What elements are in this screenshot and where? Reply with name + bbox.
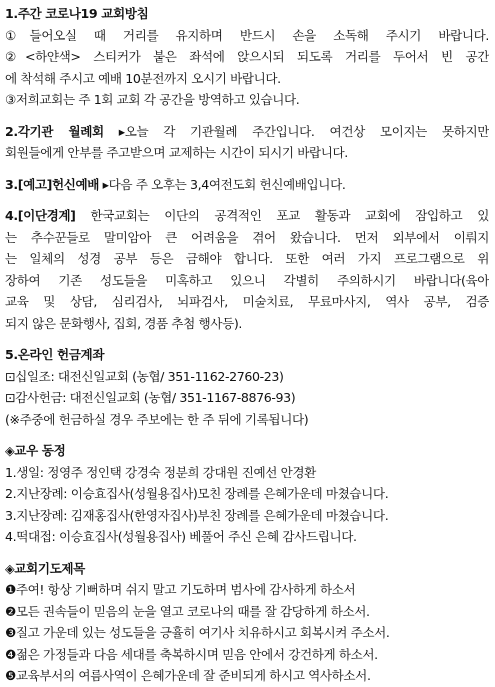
dedication-service-text: ▸다음 주 오후는 3,4여전도회 헌신예배입니다. <box>99 176 346 192</box>
monthly-meeting-text-2: 회원들에게 안부를 주고받으며 교제하는 시간이 되시기 바랍니다. <box>5 145 348 160</box>
heresy-warning-text-1: 한국교회는 이단의 공격적인 포교 활동과 교회에 잠입하고 있 <box>75 208 489 223</box>
member-news-rice-cake: 4.떡대접: 이승효집사(성월용집사) 베풀어 주신 은혜 감사드립니다. <box>5 529 357 544</box>
prayer-topics-title: ◈교회기도제목 <box>5 560 85 576</box>
dedication-service-line <box>5 174 489 196</box>
heresy-warning-text-5: 교육 및 상담, 심리검사, 뇌파검사, 미술치료, 무료마사지, 역사 공부, 검증 <box>5 294 489 309</box>
monthly-meeting-title: 2.각기관 월례회 <box>5 123 104 139</box>
prayer-topic-4: ❹젊은 가정들과 다음 세대를 축복하시며 믿음 안에서 강건하게 하소서. <box>5 646 378 662</box>
monthly-meeting-text-1: ▸오늘 각 기관월례 주간입니다. 여건상 모이지는 못하지만 <box>103 123 489 139</box>
covid-policy-title: 1.주간 코로나19 교회방침 <box>5 6 149 21</box>
offering-note: (※주중에 헌금하실 경우 주보에는 한 주 뒤에 기록됩니다) <box>5 411 309 427</box>
heresy-warning-text-3: 는 일체의 성경 공부 등은 금해야 합니다. 또한 여러 가지 프로그램으로 위 <box>5 251 489 266</box>
covid-policy-item-3: ③저희교회는 주 1회 교회 각 공간을 방역하고 있습니다. <box>5 92 300 107</box>
covid-policy-item-2: ②<하얀색> 스티커가 붙은 좌석에 앉으시되 되도록 거리를 두어서 빈 공간 <box>5 49 489 64</box>
heresy-warning-section <box>5 205 489 334</box>
member-news-funeral-1: 2.지난장례: 이승효집사(성월용집사)모친 장례를 은혜가운데 마쳤습니다. <box>5 486 389 501</box>
tithe-account: ⊡십일조: 대전신일교회 (농협/ 351-1162-2760-23) <box>5 368 284 384</box>
covid-policy-item-2-cont: 에 착석해 주시고 예배 10분전까지 오시기 바랍니다. <box>5 70 281 86</box>
monthly-meeting-section <box>5 121 489 164</box>
member-news-section <box>5 440 489 548</box>
member-news-title: ◈교우 동정 <box>5 443 66 458</box>
prayer-topic-2: ❷모든 권속들이 믿음의 눈을 열고 코로나의 때를 잘 감당하게 하소서. <box>5 603 370 619</box>
prayer-topic-3: ❸질고 가운데 있는 성도들을 긍휼히 여기사 치유하시고 회복시켜 주소서. <box>5 625 390 640</box>
thanksgiving-account: ⊡감사헌금: 대전신일교회 (농협/ 351-1167-8876-93) <box>5 390 296 405</box>
dedication-service-title: 3.[예고]헌신예배 <box>5 176 100 192</box>
monthly-meeting-line-1 <box>5 121 489 143</box>
covid-policy-section <box>5 3 489 111</box>
prayer-topic-1: ❶주여! 항상 기뻐하며 쉬지 말고 기도하며 범사에 감사하게 하소서 <box>5 582 356 597</box>
prayer-topics-section <box>5 558 489 687</box>
prayer-topic-5: ❺교육부서의 여름사역이 은혜가운데 잘 준비되게 하시고 역사하소서. <box>5 668 371 683</box>
dedication-service-section <box>5 174 489 196</box>
online-offering-section <box>5 344 489 430</box>
heresy-warning-line-1 <box>5 205 489 227</box>
member-news-funeral-2: 3.지난장례: 김재홍집사(한영자집사)부친 장례를 은혜가운데 마쳤습니다. <box>5 507 389 523</box>
heresy-warning-text-4: 장하여 기존 성도들을 미혹하고 있으니 각별히 주의하시기 바랍니다(육아 <box>5 272 489 288</box>
online-offering-title: 5.온라인 헌금계좌 <box>5 347 105 362</box>
heresy-warning-title: 4.[이단경계] <box>5 208 76 223</box>
heresy-warning-text-6: 되지 않은 문화행사, 집회, 경품 추첨 행사등). <box>5 315 242 331</box>
heresy-warning-text-2: 는 추수꾼들로 말미암아 큰 어려움을 겪어 왔습니다. 먼저 외부에서 이뤄지 <box>5 229 489 245</box>
member-news-birthday: 1.생일: 정영주 정인택 강경숙 정분희 강대원 진예선 안경환 <box>5 464 316 480</box>
covid-policy-item-1: ①들어오실 때 거리를 유지하며 반드시 손을 소독해 주시기 바랍니다. <box>5 27 489 43</box>
